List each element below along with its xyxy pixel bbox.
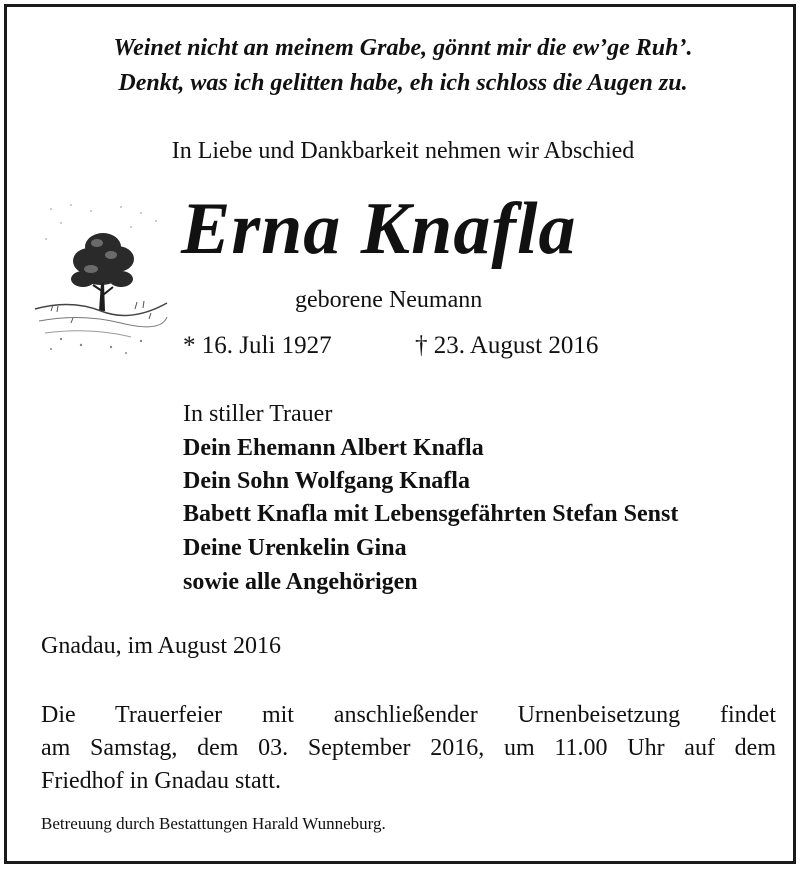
ceremony-notice bbox=[41, 699, 776, 798]
farewell-intro: In Liebe und Dankbarkeit nehmen wir Abschied bbox=[171, 138, 635, 164]
ceremony-line-2: am Samstag, dem 03. September 2016, um 11.00 Uhr auf dem bbox=[41, 735, 776, 761]
undertaker-credit: Betreuung durch Bestattungen Harald Wunneburg. bbox=[41, 814, 386, 833]
mourner-name: Dein Ehemann Albert Knafla bbox=[183, 435, 484, 461]
place-date: Gnadau, im August 2016 bbox=[41, 633, 281, 659]
verse-line-2: Denkt, was ich gelitten habe, eh ich schloss die Augen zu. bbox=[118, 70, 688, 96]
birth-name: geborene Neumann bbox=[295, 287, 483, 313]
deceased-name: Erna Knafla bbox=[181, 188, 577, 270]
mourner-name: Deine Urenkelin Gina bbox=[183, 535, 407, 561]
ceremony-line-1: Die Trauerfeier mit anschließender Urnenbeisetzung findet bbox=[41, 702, 776, 728]
verse-line-1: Weinet nicht an meinem Grabe, gönnt mir die ew’ge Ruh’. bbox=[113, 35, 693, 61]
mourner-name: sowie alle Angehörigen bbox=[183, 569, 418, 595]
ceremony-line-3: Friedhof in Gnadau statt. bbox=[41, 768, 281, 794]
mourner-name: Babett Knafla mit Lebensgefährten Stefan Senst bbox=[183, 501, 679, 527]
mourners-heading: In stiller Trauer bbox=[183, 401, 333, 427]
birth-date: * 16. Juli 1927 bbox=[183, 332, 332, 359]
tree-landscape-icon bbox=[31, 199, 171, 359]
obituary-frame bbox=[4, 4, 796, 864]
death-date: † 23. August 2016 bbox=[415, 332, 599, 359]
mourner-name: Dein Sohn Wolfgang Knafla bbox=[183, 468, 470, 494]
